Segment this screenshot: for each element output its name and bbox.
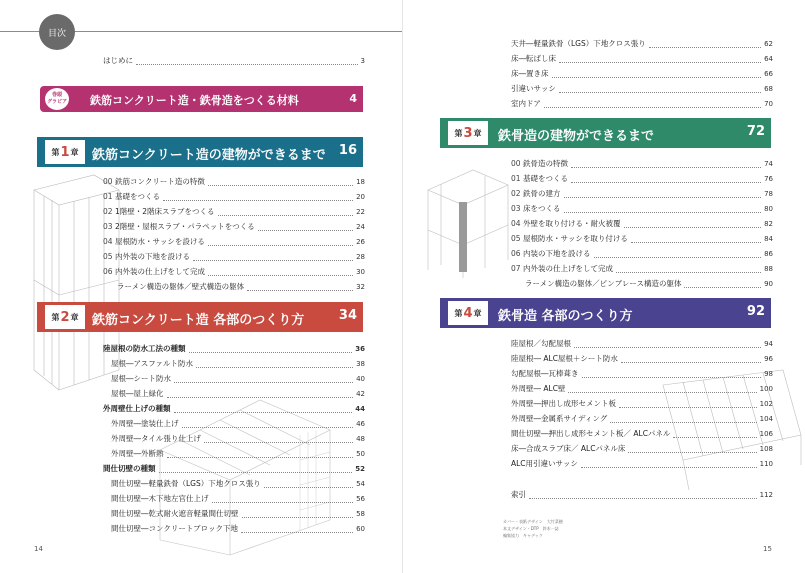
entry-page: 84	[764, 235, 773, 243]
toc-entry[interactable]	[103, 387, 365, 401]
entry-page: 94	[764, 340, 773, 348]
credit-line: カバー・表紙デザイン 大竹菜穂	[503, 519, 563, 524]
badge-num: 1	[60, 144, 70, 160]
toc-entry[interactable]	[103, 402, 365, 416]
leader-dots	[167, 457, 354, 458]
entry-num: 05	[103, 252, 113, 261]
entry-label	[511, 187, 561, 201]
toc-entry[interactable]	[103, 175, 365, 189]
entry-label: 陸屋根― ALC屋根＋シート防水	[511, 354, 618, 363]
entry-num: 03	[511, 204, 521, 213]
gravure-badge-top: 巻頭	[51, 92, 62, 98]
entry-text: 鉄骨の建方	[523, 189, 561, 198]
entry-label	[103, 265, 205, 279]
entry-label: 屋根―屋上緑化	[111, 389, 164, 398]
leader-dots	[193, 260, 353, 261]
entry-text: 基礎をつくる	[523, 174, 568, 183]
chapter-4-page: 92	[746, 304, 765, 319]
leader-dots	[571, 182, 761, 183]
entry-text: 内外装の下地を設ける	[115, 252, 190, 261]
entry-page: 104	[759, 415, 773, 423]
entry-page: 66	[764, 70, 773, 78]
entry-label: はじめに	[103, 56, 133, 65]
chapter-3-items	[511, 157, 773, 292]
entry-label: 間仕切壁―押出し成形セメント板／ ALCパネル	[511, 429, 671, 438]
toc-entry[interactable]	[103, 357, 365, 371]
entry-text: 内装の下地を設ける	[523, 249, 591, 258]
entry-page: 32	[356, 283, 365, 291]
toc-entry[interactable]	[511, 232, 773, 246]
toc-entry[interactable]	[103, 477, 365, 491]
entry-label: 外周壁―金属系サイディング	[511, 414, 608, 423]
entry-num: 06	[103, 267, 113, 276]
chapter-2-page: 34	[338, 308, 357, 323]
chapter-4-banner[interactable]	[440, 298, 771, 328]
toc-entry[interactable]	[511, 37, 773, 51]
credit-line: 本文デザイン・DTP 鈴木一誌	[503, 526, 559, 531]
entry-num: 06	[511, 249, 521, 258]
entry-page: 96	[764, 355, 773, 363]
entry-num: 01	[511, 174, 521, 183]
chapter-4-title: 鉄骨造 各部のつくり方	[498, 309, 633, 324]
entry-label: 床―合成スラブ床／ ALCパネル床	[511, 444, 626, 453]
entry-text: 屋根防水・サッシを設ける	[115, 237, 205, 246]
entry-page: 70	[764, 100, 773, 108]
entry-label: 屋根―アスファルト防水	[111, 359, 194, 368]
entry-page: 22	[356, 208, 365, 216]
toc-entry[interactable]	[103, 265, 365, 279]
entry-text: 2階壁・屋根スラブ・パラペットをつくる	[115, 222, 255, 231]
mokuji-badge	[39, 14, 75, 50]
entry-num: 01	[103, 192, 113, 201]
gravure-banner[interactable]	[40, 86, 363, 112]
chapter-2-banner[interactable]	[37, 302, 363, 332]
entry-page: 80	[764, 205, 773, 213]
toc-entry[interactable]	[511, 202, 773, 216]
entry-label	[103, 280, 244, 294]
entry-page: 24	[356, 223, 365, 231]
entry-num: 07	[511, 264, 521, 273]
entry-text: 床をつくる	[523, 204, 561, 213]
leader-dots	[136, 64, 358, 65]
entry-page: 26	[356, 238, 365, 246]
entry-label	[103, 250, 190, 264]
entry-text: 外壁を取り付ける・耐火被覆	[523, 219, 621, 228]
entry-page: 112	[759, 491, 773, 499]
entry-page: 98	[764, 370, 773, 378]
toc-entry[interactable]	[103, 522, 365, 536]
toc-entry[interactable]	[511, 277, 773, 291]
leader-dots	[628, 452, 756, 453]
leader-dots	[218, 215, 354, 216]
entry-label: 間仕切壁―乾式耐火遮音軽量間仕切壁	[111, 509, 239, 518]
entry-label: 陸屋根／勾配屋根	[511, 339, 571, 348]
right-page	[403, 0, 805, 573]
toc-entry[interactable]	[511, 247, 773, 261]
chapter-2-badge	[45, 305, 85, 329]
toc-entry[interactable]	[511, 52, 773, 66]
entry-label: 天井―軽量鉄骨（LGS）下地クロス張り	[511, 39, 646, 48]
entry-label: 引違いサッシ	[511, 84, 556, 93]
entry-label	[511, 202, 561, 216]
toc-entry[interactable]	[103, 280, 365, 294]
leader-dots	[564, 212, 762, 213]
entry-label	[103, 175, 205, 189]
entry-label	[511, 262, 613, 276]
leader-dots	[247, 290, 353, 291]
toc-entry[interactable]	[511, 382, 773, 396]
entry-page: 60	[356, 525, 365, 533]
toc-entry[interactable]	[511, 397, 773, 411]
toc-entry[interactable]	[511, 217, 773, 231]
leader-dots	[264, 487, 353, 488]
mokuji-label: 目次	[47, 28, 66, 39]
index-block	[511, 488, 773, 504]
toc-entry-intro[interactable]	[103, 54, 365, 68]
leader-dots	[649, 47, 761, 48]
toc-entry[interactable]	[511, 82, 773, 96]
chapter-1-banner[interactable]	[37, 137, 363, 167]
entry-label	[103, 220, 255, 234]
steel-frame-illustration	[423, 150, 513, 280]
leader-dots	[594, 257, 762, 258]
toc-entry[interactable]	[103, 220, 365, 234]
toc-entry[interactable]	[511, 67, 773, 81]
entry-page: 56	[356, 495, 365, 503]
toc-entry[interactable]	[103, 492, 365, 506]
leader-dots	[582, 377, 762, 378]
entry-page: 110	[759, 460, 773, 468]
leader-dots	[559, 92, 761, 93]
entry-page: 82	[764, 220, 773, 228]
entry-text: 内外装の仕上げをして完成	[115, 267, 205, 276]
entry-label: 外周壁仕上げの種類	[103, 404, 171, 413]
entry-page: 28	[356, 253, 365, 261]
left-page	[0, 0, 402, 573]
continued-items	[511, 37, 773, 117]
entry-label	[511, 247, 591, 261]
entry-label: 屋根―シート防水	[111, 374, 171, 383]
badge-num: 4	[463, 305, 473, 321]
entry-label: 陸屋根の防水工法の種類	[103, 344, 186, 353]
toc-entry[interactable]	[511, 412, 773, 426]
chapter-1-items	[103, 175, 365, 295]
entry-page: 46	[356, 420, 365, 428]
leader-dots	[610, 422, 756, 423]
leader-dots	[624, 227, 762, 228]
badge-post: 章	[473, 128, 482, 138]
toc-entry[interactable]	[511, 367, 773, 381]
entry-label: 間仕切壁―木下地左官仕上げ	[111, 494, 209, 503]
badge-pre: 第	[454, 308, 463, 318]
entry-page: 76	[764, 175, 773, 183]
chapter-1-badge	[45, 140, 85, 164]
entry-page: 78	[764, 190, 773, 198]
entry-page: 3	[360, 57, 365, 65]
toc-entry[interactable]	[511, 187, 773, 201]
leader-dots	[174, 412, 353, 413]
leader-dots	[258, 230, 353, 231]
entry-num: 00	[103, 177, 113, 186]
entry-num: 02	[511, 189, 521, 198]
entry-label: 外周壁―外断熱	[111, 449, 164, 458]
entry-page: 54	[356, 480, 365, 488]
entry-label	[511, 232, 628, 246]
entry-label: 外周壁―押出し成形セメント板	[511, 399, 616, 408]
entry-label: 索引	[511, 490, 526, 499]
gravure-page: 4	[349, 92, 357, 105]
entry-label: 勾配屋根―瓦棒葺き	[511, 369, 579, 378]
chapter-4-badge	[448, 301, 488, 325]
toc-entry[interactable]	[103, 342, 365, 356]
entry-text: ラーメン構造の躯体／ピンブレース構造の躯体	[525, 279, 682, 288]
toc-entry[interactable]	[103, 462, 365, 476]
leader-dots	[574, 347, 761, 348]
leader-dots	[621, 362, 761, 363]
badge-num: 3	[463, 125, 473, 141]
leader-dots	[559, 62, 761, 63]
entry-page: 30	[356, 268, 365, 276]
leader-dots	[196, 367, 353, 368]
leader-dots	[564, 197, 762, 198]
entry-label: 外周壁―塗装仕上げ	[111, 419, 179, 428]
leader-dots	[616, 272, 761, 273]
leader-dots	[163, 200, 353, 201]
chapter-1-page: 16	[338, 143, 357, 158]
leader-dots	[673, 437, 756, 438]
gravure-badge	[45, 88, 69, 110]
gravure-badge-bottom: グラビア	[46, 99, 67, 105]
toc-entry[interactable]	[511, 352, 773, 366]
entry-num: 04	[511, 219, 521, 228]
badge-post: 章	[70, 147, 79, 157]
entry-label: 間仕切壁の種類	[103, 464, 156, 473]
chapter-4-items	[511, 337, 773, 477]
entry-text: 屋根防水・サッシを取り付ける	[523, 234, 628, 243]
entry-text: ラーメン構造の躯体／壁式構造の躯体	[117, 282, 245, 291]
entry-page: 62	[764, 40, 773, 48]
chapter-2-items	[103, 342, 365, 542]
toc-entry[interactable]	[103, 507, 365, 521]
badge-post: 章	[70, 312, 79, 322]
entry-label: 間仕切壁―軽量鉄骨（LGS）下地クロス張り	[111, 479, 261, 488]
badge-pre: 第	[51, 147, 60, 157]
toc-entry[interactable]	[103, 447, 365, 461]
leader-dots	[204, 442, 353, 443]
entry-label	[511, 157, 568, 171]
toc-entry-index[interactable]	[511, 488, 773, 502]
entry-page: 100	[759, 385, 773, 393]
entry-text: 内外装の仕上げをして完成	[523, 264, 613, 273]
entry-label	[511, 277, 681, 291]
entry-label: 間仕切壁―コンクリートブロック下地	[111, 524, 238, 533]
entry-page: 74	[764, 160, 773, 168]
leader-dots	[571, 167, 761, 168]
leader-dots	[182, 427, 354, 428]
toc-entry[interactable]	[103, 235, 365, 249]
leader-dots	[174, 382, 353, 383]
page-number-right: 15	[763, 545, 772, 553]
entry-page: 52	[355, 465, 365, 473]
entry-label: ALC用引違いサッシ	[511, 459, 578, 468]
entry-num: 05	[511, 234, 521, 243]
leader-dots	[631, 242, 761, 243]
entry-page: 58	[356, 510, 365, 518]
entry-num: 04	[103, 237, 113, 246]
toc-entry[interactable]	[511, 157, 773, 171]
toc-entry[interactable]	[103, 205, 365, 219]
badge-pre: 第	[454, 128, 463, 138]
entry-text: 基礎をつくる	[115, 192, 160, 201]
leader-dots	[212, 502, 354, 503]
entry-num: 02	[103, 207, 113, 216]
entry-label	[103, 235, 205, 249]
page-number-left: 14	[34, 545, 43, 553]
chapter-3-badge	[448, 121, 488, 145]
leader-dots	[568, 392, 756, 393]
entry-page: 68	[764, 85, 773, 93]
leader-dots	[167, 397, 354, 398]
entry-page: 48	[356, 435, 365, 443]
toc-entry[interactable]	[511, 442, 773, 456]
toc-entry[interactable]	[511, 427, 773, 441]
entry-text: 鉄骨造の特徴	[523, 159, 568, 168]
entry-page: 20	[356, 193, 365, 201]
leader-dots	[159, 472, 353, 473]
entry-page: 18	[356, 178, 365, 186]
toc-entry[interactable]	[511, 262, 773, 276]
toc-entry[interactable]	[103, 432, 365, 446]
entry-label: 床―置き床	[511, 69, 549, 78]
entry-page: 102	[759, 400, 773, 408]
leader-dots	[208, 245, 353, 246]
entry-page: 106	[759, 430, 773, 438]
credits	[503, 518, 563, 539]
credit-line: 編集協力 キャデック	[503, 533, 543, 538]
toc-entry[interactable]	[511, 97, 773, 111]
entry-page: 88	[764, 265, 773, 273]
badge-pre: 第	[51, 312, 60, 322]
entry-page: 44	[355, 405, 365, 413]
badge-num: 2	[60, 309, 70, 325]
entry-label	[511, 217, 621, 231]
gravure-title: 鉄筋コンクリート造・鉄骨造をつくる材料	[90, 94, 299, 107]
leader-dots	[208, 275, 353, 276]
leader-dots	[241, 532, 353, 533]
entry-page: 36	[355, 345, 365, 353]
entry-label: 外周壁―タイル張り仕上げ	[111, 434, 201, 443]
chapter-3-banner[interactable]	[440, 118, 771, 148]
toc-entry[interactable]	[103, 250, 365, 264]
entry-page: 90	[764, 280, 773, 288]
entry-page: 64	[764, 55, 773, 63]
entry-text: 1階壁・2階床スラブをつくる	[115, 207, 215, 216]
entry-label	[103, 205, 215, 219]
toc-entry[interactable]	[511, 337, 773, 351]
leader-dots	[684, 287, 761, 288]
leader-dots	[581, 467, 757, 468]
entry-label: 床―転ばし床	[511, 54, 556, 63]
toc-entry[interactable]	[103, 417, 365, 431]
leader-dots	[529, 498, 757, 499]
entry-page: 108	[759, 445, 773, 453]
leader-dots	[619, 407, 757, 408]
entry-label	[103, 190, 160, 204]
entry-label: 室内ドア	[511, 99, 541, 108]
entry-label: 外周壁― ALC壁	[511, 384, 566, 393]
chapter-2-title: 鉄筋コンクリート造 各部のつくり方	[92, 313, 305, 328]
entry-page: 42	[356, 390, 365, 398]
leader-dots	[552, 77, 762, 78]
entry-text: 鉄筋コンクリート造の特徴	[115, 177, 205, 186]
entry-page: 86	[764, 250, 773, 258]
entry-page: 40	[356, 375, 365, 383]
toc-entry[interactable]	[103, 190, 365, 204]
entry-page: 50	[356, 450, 365, 458]
toc-entry[interactable]	[103, 372, 365, 386]
leader-dots	[208, 185, 353, 186]
toc-entry[interactable]	[511, 172, 773, 186]
entry-label	[511, 172, 568, 186]
leader-dots	[544, 107, 761, 108]
leader-dots	[189, 352, 353, 353]
chapter-3-page: 72	[746, 124, 765, 139]
chapter-3-title: 鉄骨造の建物ができるまで	[498, 129, 655, 144]
leader-dots	[242, 517, 354, 518]
entry-num: 03	[103, 222, 113, 231]
entry-num: 00	[511, 159, 521, 168]
badge-post: 章	[473, 308, 482, 318]
chapter-1-title: 鉄筋コンクリート造の建物ができるまで	[92, 148, 326, 163]
toc-entry[interactable]	[511, 457, 773, 471]
entry-page: 38	[356, 360, 365, 368]
